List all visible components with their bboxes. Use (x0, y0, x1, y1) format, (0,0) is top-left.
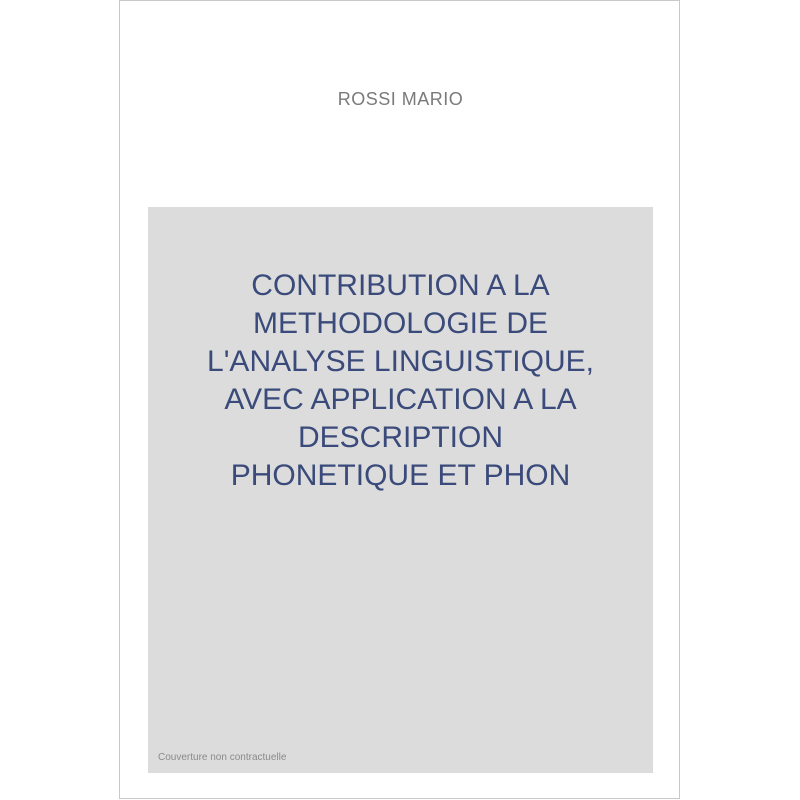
book-cover (119, 0, 680, 799)
cover-disclaimer: Couverture non contractuelle (158, 752, 287, 763)
title-panel (148, 207, 653, 773)
author-name: ROSSI MARIO (337, 89, 464, 109)
book-title: CONTRIBUTION A LA METHODOLOGIE DE L'ANALYSE LINGUISTIQUE, AVEC APPLICATION A LA DESCRIPTION PHONETIQUE ET PHON (207, 269, 594, 492)
